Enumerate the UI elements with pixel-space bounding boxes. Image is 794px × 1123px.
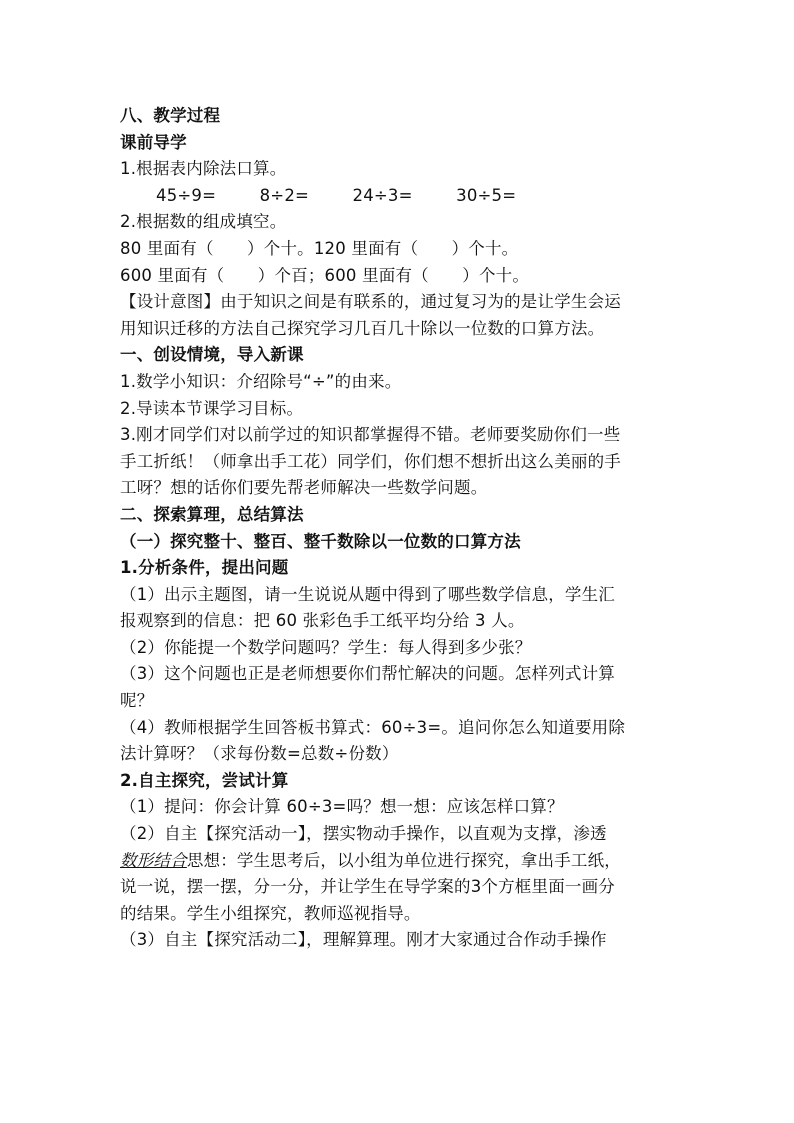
paragraph-line: 600 里面有（ ）个百；600 里面有（ ）个十。 <box>120 265 530 285</box>
paragraph-line: （1）提问：你会计算 60÷3=吗？想一想：应该怎样口算？ <box>120 797 564 817</box>
paragraph-line: （3）这个问题也正是老师想要你们帮忙解决的问题。怎样列式计算 <box>120 664 615 684</box>
paragraph-line: （3）自主【探究活动二】，理解算理。刚才大家通过合作动手操作 <box>120 930 607 950</box>
paragraph-line: 【设计意图】由于知识之间是有联系的，通过复习为的是让学生会运 <box>120 292 621 312</box>
paragraph-line: 2.根据数的组成填空。 <box>120 212 287 232</box>
paragraph-line: 手工折纸！（师拿出手工花）同学们，你们想不想折出这么美丽的手 <box>120 451 621 471</box>
equation-row <box>120 183 680 210</box>
paragraph-line: 呢？ <box>120 691 154 711</box>
paragraph-line: （1）出示主题图，请一生说说从题中得到了哪些数学信息，学生汇 <box>120 584 615 604</box>
equation: 30÷5= <box>456 185 517 205</box>
paragraph-line: 说一说，摆一摆，分一分，并让学生在导学案的3个方框里面一画分 <box>120 877 615 897</box>
subsection-heading: 课前导学 <box>120 132 187 152</box>
section-heading: 二、探索算理，总结算法 <box>120 504 304 524</box>
equation: 45÷9= <box>156 185 217 205</box>
subsection-heading: （一）探究整十、整百、整千数除以一位数的口算方法 <box>120 531 521 551</box>
paragraph-line: （2）自主【探究活动一】，摆实物动手操作，以直观为支撑，渗透 <box>120 824 607 844</box>
paragraph-line <box>120 848 680 875</box>
paragraph-line: 1.根据表内除法口算。 <box>120 159 287 179</box>
subsection-heading: 1.分析条件，提出问题 <box>120 558 289 578</box>
section-heading: 一、创设情境，导入新课 <box>120 345 304 365</box>
paragraph-line: 报观察到的信息：把 60 张彩色手工纸平均分给 3 人。 <box>120 611 525 631</box>
paragraph-line: 法计算呀？（求每份数=总数÷份数） <box>120 744 399 764</box>
paragraph-line: 用知识迁移的方法自己探究学习几百几十除以一位数的口算方法。 <box>120 318 605 338</box>
paragraph-line: （2）你能提一个数学问题吗？学生：每人得到多少张？ <box>120 637 532 657</box>
paragraph-line: 3.刚才同学们对以前学过的知识都掌握得不错。老师要奖励你们一些 <box>120 425 621 445</box>
equation: 8÷2= <box>259 185 310 205</box>
emphasized-term: 数形结合 <box>120 850 187 870</box>
equation: 24÷3= <box>352 185 413 205</box>
lesson-content <box>120 103 680 954</box>
subsection-heading: 2.自主探究，尝试计算 <box>120 770 289 790</box>
paragraph-line: 2.导读本节课学习目标。 <box>120 398 304 418</box>
paragraph-line: 1.数学小知识：介绍除号“÷”的由来。 <box>120 371 402 391</box>
section-heading: 八、教学过程 <box>120 106 221 125</box>
paragraph-line: 的结果。学生小组探究，教师巡视指导。 <box>120 903 421 923</box>
paragraph-line: 工呀？想的话你们要先帮老师解决一些数学问题。 <box>120 478 488 498</box>
paragraph-text: 思想：学生思考后，以小组为单位进行探究，拿出手工纸， <box>186 850 622 870</box>
paragraph-line: （4）教师根据学生回答板书算式：60÷3=。追问你怎么知道要用除 <box>120 717 626 737</box>
paragraph-line: 80 里面有（ ）个十。120 里面有（ ）个十。 <box>120 238 519 258</box>
